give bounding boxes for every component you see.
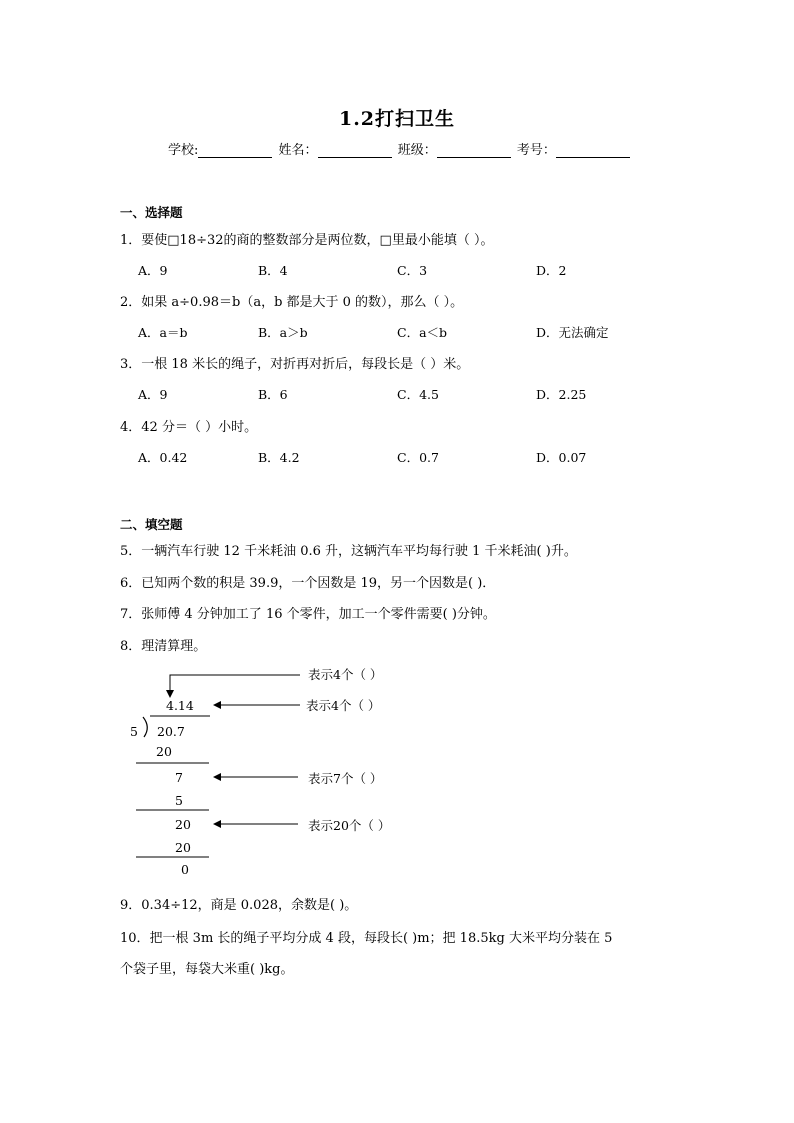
- division-step-3: 5: [175, 793, 183, 808]
- q3-option-c: C．4.5: [397, 387, 439, 402]
- question-3: 3．一根 18 米长的绳子，对折再对折后，每段长是（ ）米。: [120, 357, 470, 372]
- division-dividend: 20.7: [157, 724, 185, 739]
- q1-option-b: B．4: [258, 263, 288, 278]
- q2-option-b: B．a＞b: [258, 325, 308, 340]
- q4-option-c: C．0.7: [397, 450, 439, 465]
- q1-option-a: A．9: [138, 263, 168, 278]
- q3-option-b: B．6: [258, 387, 288, 402]
- q8-label-2: 表示4个（ ）: [306, 698, 381, 713]
- question-5: 5．一辆汽车行驶 12 千米耗油 0.6 升，这辆汽车平均每行驶 1 千米耗油( )升。: [120, 544, 577, 559]
- question-6: 6．已知两个数的积是 39.9，一个因数是 19，另一个因数是( )．: [120, 576, 496, 591]
- name-label: 姓名：: [278, 143, 318, 158]
- question-1: 1．要使□18÷32的商的整数部分是两位数，□里最小能填（ ）。: [120, 233, 494, 248]
- question-10-line-2: 个袋子里，每袋大米重( )kg。: [120, 962, 294, 977]
- question-9: 9．0.34÷12，商是 0.028，余数是( )。: [120, 898, 358, 913]
- division-divisor: 5: [130, 724, 138, 739]
- q3-option-d: D．2.25: [536, 387, 587, 402]
- q4-option-a: A．0.42: [138, 450, 188, 465]
- q2-option-a: A．a＝b: [138, 325, 188, 340]
- q1-option-d: D．2: [536, 263, 567, 278]
- division-quotient: 4.14: [166, 698, 194, 713]
- division-step-2: 7: [175, 770, 183, 785]
- section-heading-fill: 二、填空题: [120, 517, 183, 532]
- division-step-5: 20: [175, 840, 191, 855]
- division-step-6: 0: [181, 862, 189, 877]
- question-2: 2．如果 a÷0.98＝b（a，b 都是大于 0 的数），那么（ ）。: [120, 295, 464, 310]
- division-step-4: 20: [175, 817, 191, 832]
- question-10-line-1: 10．把一根 3m 长的绳子平均分成 4 段，每段长( )m；把 18.5kg 大米平均分装在 5: [120, 931, 613, 946]
- exam-no-label: 考号：: [516, 143, 556, 158]
- q8-label-1: 表示4个（ ）: [308, 667, 383, 682]
- division-step-1: 20: [156, 744, 172, 759]
- q2-option-d: D．无法确定: [536, 325, 609, 340]
- question-7: 7．张师傅 4 分钟加工了 16 个零件，加工一个零件需要( )分钟。: [120, 607, 496, 622]
- q8-label-4: 表示20个（ ）: [308, 818, 391, 833]
- class-label: 班级：: [397, 143, 437, 158]
- page-title: 1.2打扫卫生: [338, 108, 456, 130]
- section-heading-choice: 一、选择题: [120, 205, 183, 220]
- q1-option-c: C．3: [397, 263, 428, 278]
- q2-option-c: C．a＜b: [397, 325, 448, 340]
- q4-option-b: B．4.2: [258, 450, 300, 465]
- q8-label-3: 表示7个（ ）: [308, 771, 383, 786]
- question-8: 8．理清算理。: [120, 639, 207, 654]
- question-4: 4．42 分＝（ ）小时。: [120, 420, 258, 435]
- school-label: 学校:: [168, 143, 199, 158]
- q4-option-d: D．0.07: [536, 450, 587, 465]
- q3-option-a: A．9: [138, 387, 168, 402]
